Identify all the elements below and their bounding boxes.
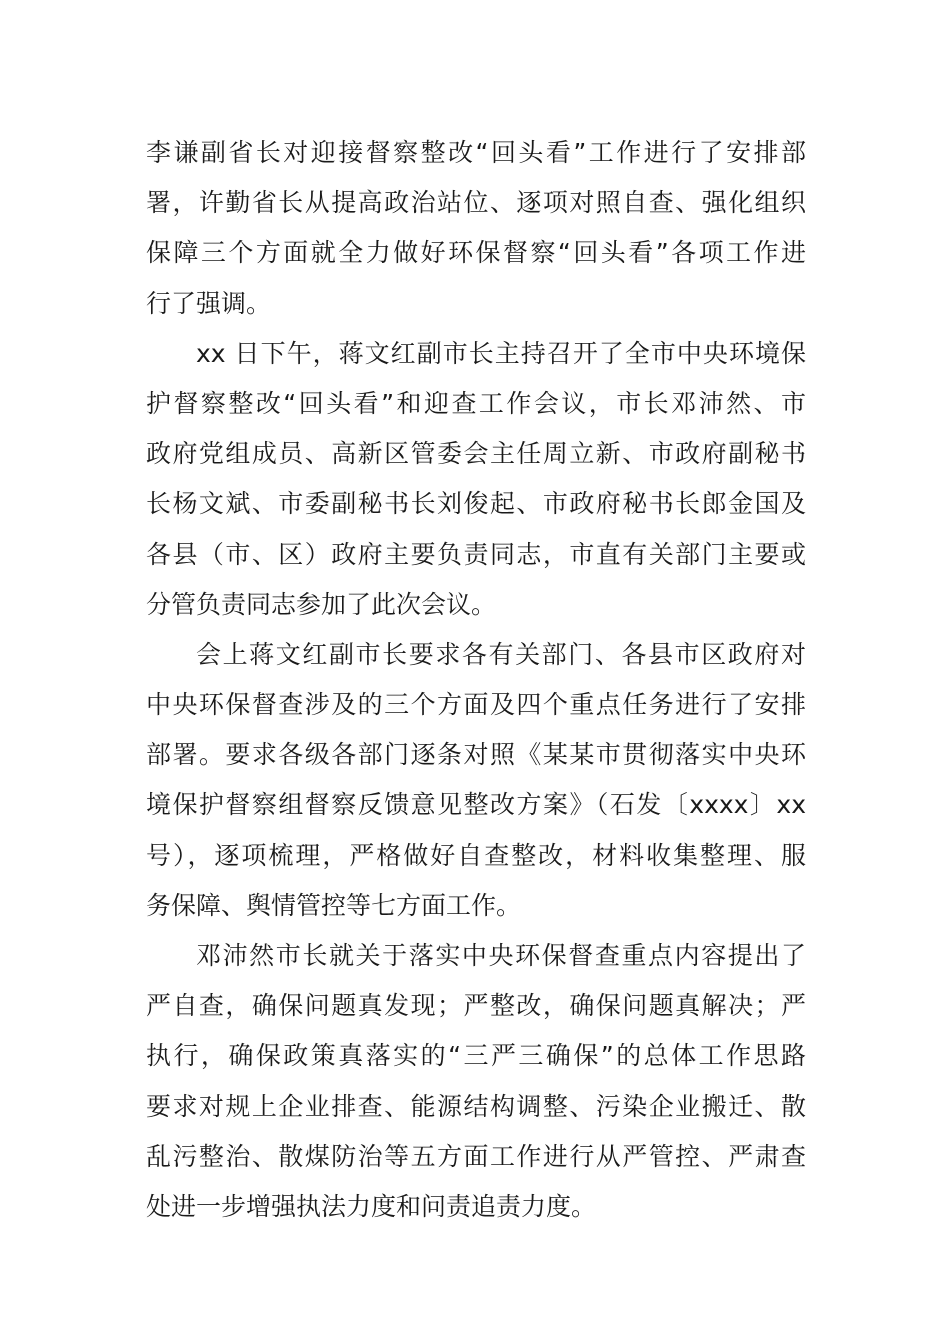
document-body <box>146 128 806 1232</box>
paragraph-4-line-3: 执行，确保政策真落实的“三严三确保”的总体工作思路 <box>146 1041 806 1071</box>
paragraph-3-line-2: 中央环保督查涉及的三个方面及四个重点任务进行了安排 <box>146 690 806 720</box>
paragraph-2-line-2: 护督察整改“回头看”和迎查工作会议，市长邓沛然、市 <box>146 388 806 418</box>
paragraph-3-line-5: 号），逐项梳理，严格做好自查整改，材料收集整理、服 <box>146 840 806 870</box>
paragraph-1-line-2: 署，许勤省长从提高政治站位、逐项对照自查、强化组织 <box>146 188 806 218</box>
paragraph-2-line-3: 政府党组成员、高新区管委会主任周立新、市政府副秘书 <box>146 439 806 469</box>
paragraph-4-line-6: 处进一步增强执法力度和问责追责力度。 <box>146 1191 597 1221</box>
paragraph-1 <box>146 128 806 329</box>
paragraph-1-line-3: 保障三个方面就全力做好环保督察“回头看”各项工作进 <box>146 238 806 268</box>
paragraph-3-line-3: 部署。要求各级各部门逐条对照《某某市贯彻落实中央环 <box>146 740 806 770</box>
paragraph-3-line-1: 会上蒋文红副市长要求各有关部门、各县市区政府对 <box>196 639 806 669</box>
paragraph-3 <box>146 630 806 931</box>
paragraph-2 <box>146 329 806 630</box>
paragraph-4 <box>146 931 806 1232</box>
paragraph-2-line-1: xx 日下午，蒋文红副市长主持召开了全市中央环境保 <box>196 338 806 368</box>
paragraph-3-line-6: 务保障、舆情管控等七方面工作。 <box>146 890 522 920</box>
paragraph-4-line-4: 要求对规上企业排查、能源结构调整、污染企业搬迁、散 <box>146 1091 806 1121</box>
paragraph-4-line-5: 乱污整治、散煤防治等五方面工作进行从严管控、严肃查 <box>146 1141 806 1171</box>
paragraph-4-line-2: 严自查，确保问题真发现；严整改，确保问题真解决；严 <box>146 991 806 1021</box>
paragraph-2-line-6: 分管负责同志参加了此次会议。 <box>146 589 497 619</box>
paragraph-1-line-4: 行了强调。 <box>146 288 272 318</box>
paragraph-3-line-4: 境保护督察组督察反馈意见整改方案》（石发〔xxxx〕xx <box>146 790 806 820</box>
paragraph-2-line-4: 长杨文斌、市委副秘书长刘俊起、市政府秘书长郎金国及 <box>146 489 806 519</box>
paragraph-2-line-5: 各县（市、区）政府主要负责同志，市直有关部门主要或 <box>146 539 806 569</box>
paragraph-4-line-1: 邓沛然市长就关于落实中央环保督查重点内容提出了 <box>196 941 806 970</box>
paragraph-1-line-1: 李谦副省长对迎接督察整改“回头看”工作进行了安排部 <box>146 138 806 167</box>
